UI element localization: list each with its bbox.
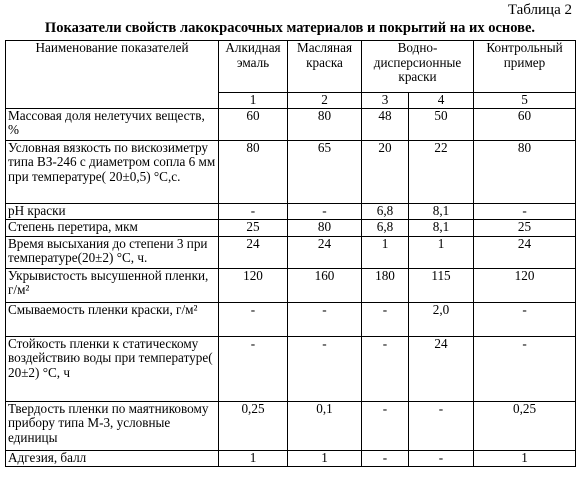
row-name: Укрывистость высушенной пленки, г/м² (6, 268, 219, 302)
cell-value: 24 (474, 236, 576, 268)
cell-value: 25 (219, 219, 288, 236)
cell-value: - (219, 336, 288, 401)
cell-value: 1 (288, 450, 362, 466)
col-number: 5 (474, 93, 576, 109)
cell-value: - (409, 401, 474, 450)
row-name: Твердость пленки по маятниковому прибору типа М-3, условные единицы (6, 401, 219, 450)
row-name: Степень перетира, мкм (6, 219, 219, 236)
header-name: Наименование показателей (6, 41, 219, 109)
cell-value: 80 (288, 108, 362, 140)
cell-value: - (362, 302, 409, 336)
cell-value: 24 (409, 336, 474, 401)
col-number: 3 (362, 93, 409, 109)
cell-value: 65 (288, 140, 362, 203)
cell-value: 80 (288, 219, 362, 236)
col-number: 2 (288, 93, 362, 109)
table-row (6, 336, 576, 401)
cell-value: - (288, 336, 362, 401)
cell-value: 80 (219, 140, 288, 203)
cell-value: 1 (362, 236, 409, 268)
table-row (6, 219, 576, 236)
cell-value: 1 (409, 236, 474, 268)
cell-value: 2,0 (409, 302, 474, 336)
cell-value: - (219, 302, 288, 336)
table-row (6, 203, 576, 219)
table-caption: Таблица 2 (507, 2, 572, 18)
cell-value: 80 (474, 140, 576, 203)
cell-value: 60 (219, 108, 288, 140)
row-name: Массовая доля нелетучих веществ, % (6, 108, 219, 140)
cell-value: 0,1 (288, 401, 362, 450)
row-name: Время высыхания до степени 3 при температуре(20±2) °С, ч. (6, 236, 219, 268)
cell-value: 8,1 (409, 203, 474, 219)
header-water-dispersion: Водно-дисперсионные краски (362, 41, 474, 93)
cell-value: 20 (362, 140, 409, 203)
header-oil: Масляная краска (288, 41, 362, 93)
table-row (6, 236, 576, 268)
cell-value: - (474, 203, 576, 219)
cell-value: 120 (219, 268, 288, 302)
cell-value: - (409, 450, 474, 466)
table-header-row (6, 41, 576, 93)
cell-value: - (362, 401, 409, 450)
row-name: рН краски (6, 203, 219, 219)
header-alkyd: Алкидная эмаль (219, 41, 288, 93)
cell-value: 120 (474, 268, 576, 302)
row-name: Адгезия, балл (6, 450, 219, 466)
col-number: 1 (219, 93, 288, 109)
cell-value: 115 (409, 268, 474, 302)
header-control: Контрольный пример (474, 41, 576, 93)
cell-value: 25 (474, 219, 576, 236)
table-row (6, 108, 576, 140)
cell-value: 6,8 (362, 203, 409, 219)
cell-value: 22 (409, 140, 474, 203)
row-name: Смываемость пленки краски, г/м² (6, 302, 219, 336)
cell-value: 8,1 (409, 219, 474, 236)
table-row (6, 401, 576, 450)
cell-value: - (474, 302, 576, 336)
col-number: 4 (409, 93, 474, 109)
table-row (6, 302, 576, 336)
cell-value: 50 (409, 108, 474, 140)
table-row (6, 140, 576, 203)
cell-value: 60 (474, 108, 576, 140)
cell-value: 160 (288, 268, 362, 302)
table-row (6, 450, 576, 466)
cell-value: 0,25 (474, 401, 576, 450)
cell-value: - (474, 336, 576, 401)
cell-value: 24 (288, 236, 362, 268)
cell-value: 0,25 (219, 401, 288, 450)
cell-value: - (362, 336, 409, 401)
properties-table (5, 40, 576, 467)
row-name: Условная вязкость по вискозиметру типа ВЗ-246 с диаметром сопла 6 мм при температуре( 20±0,5) °С,с. (6, 140, 219, 203)
cell-value: 24 (219, 236, 288, 268)
table-title: Показатели свойств лакокрасочных материалов и покрытий на их основе. (44, 20, 536, 36)
cell-value: 48 (362, 108, 409, 140)
row-name: Стойкость пленки к статическому воздействию воды при температуре( 20±2) °С, ч (6, 336, 219, 401)
cell-value: - (362, 450, 409, 466)
cell-value: - (288, 302, 362, 336)
table-row (6, 268, 576, 302)
cell-value: 1 (474, 450, 576, 466)
cell-value: 180 (362, 268, 409, 302)
cell-value: 6,8 (362, 219, 409, 236)
cell-value: 1 (219, 450, 288, 466)
cell-value: - (219, 203, 288, 219)
cell-value: - (288, 203, 362, 219)
